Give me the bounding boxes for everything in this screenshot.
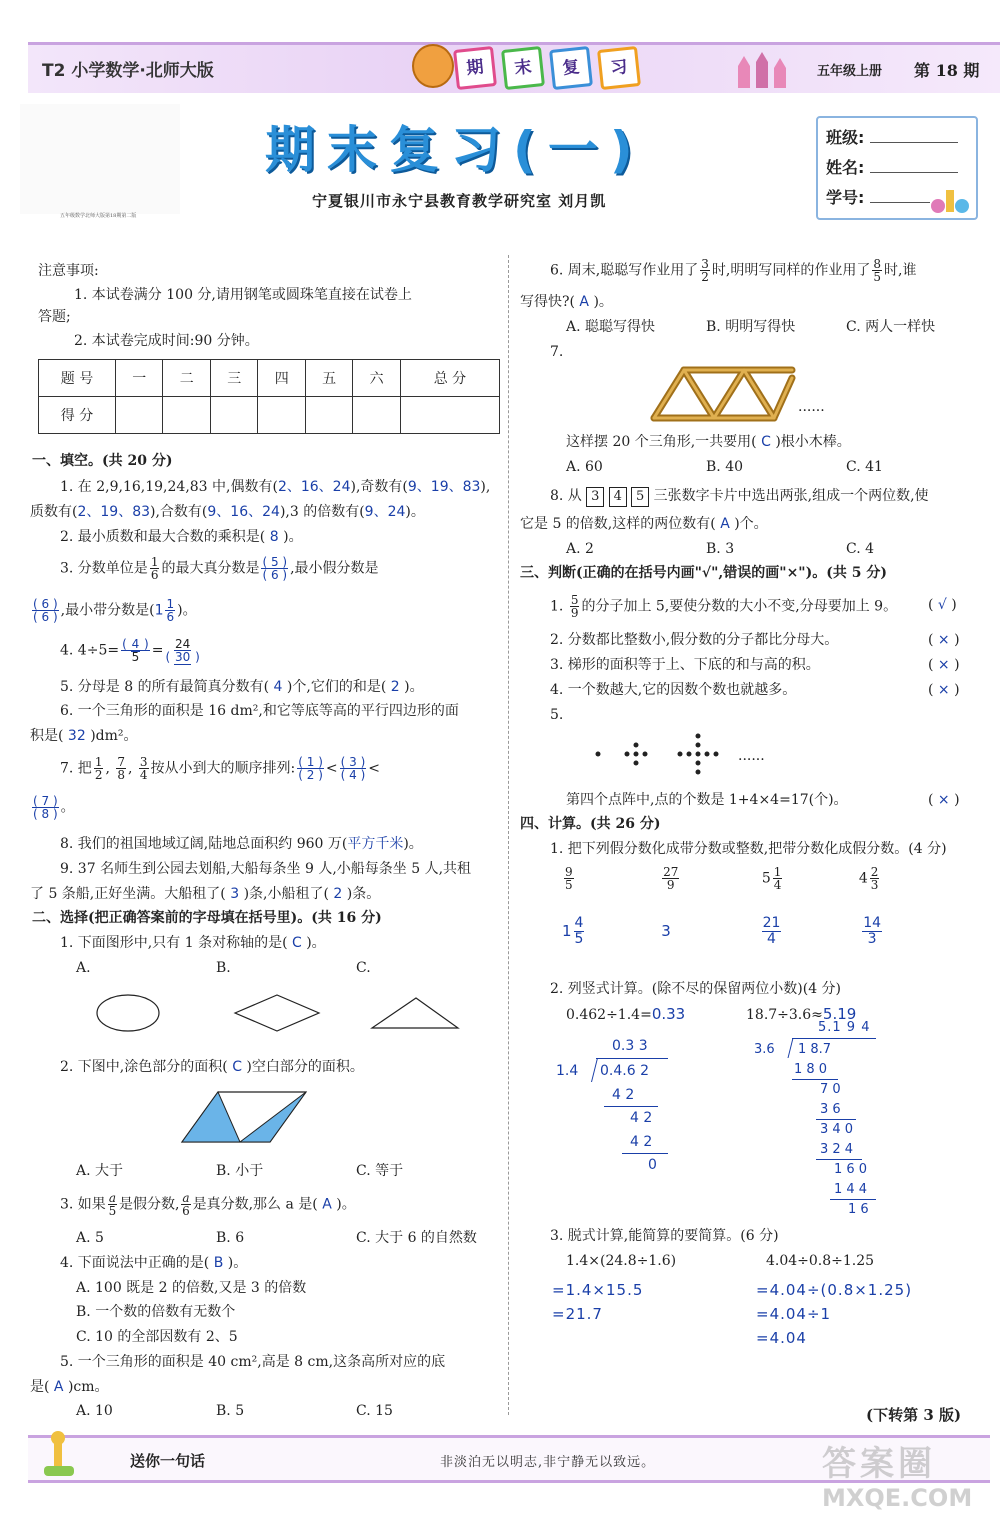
score-row-label: 得 分 [39, 397, 116, 434]
s4-q3-left-step: =1.4×15.5 [552, 1281, 644, 1299]
s2-q6-opt-c: C. 两人一样快 [846, 319, 936, 335]
banner-char: 习 [597, 46, 641, 90]
s4-q3-right-step: =4.04 [756, 1329, 807, 1347]
div2-step: 1 4 4 [834, 1182, 868, 1197]
s4-q1-answers: 1 $\frac{4}{5}$ 3 $\frac{21}{4}$ $\frac{14}{3}$ [562, 915, 882, 947]
watermark-url: MXQE.COM [822, 1484, 973, 1512]
castle-icon [730, 52, 790, 88]
score-cell[interactable] [305, 397, 352, 434]
score-cell[interactable] [400, 397, 499, 434]
s1-q8: 8. 我们的祖国地域辽阔,陆地总面积约 960 万(平方千米)。 [60, 836, 423, 852]
notice-item-1: 1. 本试卷满分 100 分,请用钢笔或圆珠笔直接在试卷上 [74, 287, 412, 303]
s2-q6-opt-a: A. 聪聪写得快 [566, 319, 656, 335]
s1-q6-line2: 积是( 32 )dm²。 [30, 728, 138, 744]
s2-q6-line1: 6. 周末,聪聪写作业用了 $\frac{3}{2}$ 时,明明写同样的作业用了 $\frac{8}{5}$ 时,谁 [550, 257, 917, 284]
s1-q1-line1: 1. 在 2,9,16,19,24,83 中,偶数有(2、16、24),奇数有(9、19、83), [60, 479, 491, 495]
s3-q4: 4. 一个数越大,它的因数个数也就越多。 [550, 682, 797, 698]
motto-label: 送你一句话 [130, 1452, 206, 1470]
s1-q6-line1: 6. 一个三角形的面积是 16 dm²,和它等底等高的平行四边形的面 [60, 703, 459, 719]
s2-q5-opt-b: B. 5 [216, 1403, 245, 1419]
s3-ans-1: ( √ ) [928, 597, 957, 613]
s2-q7-dots: ...... [798, 399, 825, 415]
s1-q1-line2: 质数有(2、19、83),合数有(9、16、24),3 的倍数有(9、24)。 [30, 504, 425, 520]
s3-ans-2: ( × ) [928, 632, 960, 648]
div1-quotient: 0.3 3 [612, 1038, 648, 1054]
giraffe-icon [930, 188, 970, 214]
score-cell[interactable] [163, 397, 210, 434]
banner-char: 末 [501, 46, 545, 90]
div2-bracket [788, 1038, 794, 1058]
div1 [552, 1038, 682, 1178]
div2-step: 1 6 [848, 1202, 869, 1217]
s2-q7-opt-c: C. 41 [846, 459, 883, 475]
corner-small-text: 五年级数学北师大版第18期第二版 [60, 213, 137, 219]
class-line[interactable] [870, 142, 958, 143]
header-tags [455, 48, 647, 88]
s2-q2-opt-a: A. 大于 [76, 1163, 124, 1179]
s3-q1: 1. $\frac{5}{9}$ 的分子加上 5,要使分数的大小不变,分母要加上 9。 [550, 593, 898, 620]
dot-lattice-figure [590, 726, 730, 782]
score-header: 一 [116, 360, 163, 397]
s2-q7-label: 7. [550, 344, 564, 360]
score-cell[interactable] [258, 397, 305, 434]
page-title: 期末复习(一) [265, 121, 645, 179]
div1-line [604, 1106, 658, 1107]
s1-q4: 4. 4÷5= $\frac{( 4 )}{5}$ = $\frac{24}{( 30 )}$ [60, 637, 200, 664]
s4-q1: 1. 把下列假分数化成带分数或整数,把带分数化成假分数。(4 分) [550, 841, 947, 857]
s4-q3-right-step: =4.04÷1 [756, 1305, 832, 1323]
s2-q4-opt-a: A. 100 既是 2 的倍数,又是 3 的倍数 [76, 1280, 307, 1296]
header-left: T2 小学数学·北师大版 [42, 61, 214, 81]
s2-q4-opt-c: C. 10 的全部因数有 2、5 [76, 1329, 238, 1345]
div2-step: 1 8 0 [794, 1062, 828, 1077]
s1-q9-line2: 了 5 条船,正好坐满。大船租了( 3 )条,小船租了( 2 )条。 [30, 886, 381, 902]
id-label: 学号: [826, 188, 865, 207]
s2-q5-opt-c: C. 15 [356, 1403, 393, 1419]
s3-q2: 2. 分数都比整数小,假分数的分子都比分母大。 [550, 632, 839, 648]
s4-q3-right: 4.04÷0.8÷1.25 [766, 1253, 875, 1269]
triangle-shape [372, 998, 458, 1028]
div1-divisor: 1.4 [556, 1063, 579, 1079]
section-4-title: 四、计算。(共 26 分) [520, 816, 661, 832]
s1-q9-line1: 9. 37 名师生到公园去划船,大船每条坐 9 人,小船每条坐 5 人,共租 [60, 861, 472, 877]
watermark-logo: 答案圈 [822, 1444, 936, 1484]
score-cell[interactable] [116, 397, 163, 434]
s4-q3-right-step: =4.04÷(0.8×1.25) [756, 1281, 913, 1299]
div2-line [816, 1119, 856, 1120]
shapes-figure [90, 988, 470, 1038]
column-divider [508, 255, 509, 1415]
s2-q1-opt-b: B. [216, 960, 231, 976]
s2-q6-opt-b: B. 明明写得快 [706, 319, 796, 335]
s2-q1-opt-c: C. [356, 960, 371, 976]
s1-q3-line2: $\frac{( 6 )}{( 6 )}$ ,最小带分数是(1 $\frac{1}{6}$ )。 [33, 597, 197, 624]
s4-q2-left: 0.462÷1.4=0.33 [566, 1005, 686, 1023]
s2-q7-opt-a: A. 60 [566, 459, 603, 475]
s4-q3: 3. 脱式计算,能简算的要简算。(6 分) [550, 1228, 779, 1244]
score-header: 总 分 [400, 360, 499, 397]
div2-divisor: 3.6 [754, 1042, 775, 1057]
notice-item-1-cont: 答题; [38, 309, 71, 325]
banner-char: 期 [453, 46, 497, 90]
s3-q5-dots: ...... [738, 748, 765, 764]
s2-q3-opt-b: B. 6 [216, 1230, 245, 1246]
s2-q4-opt-b: B. 一个数的倍数有无数个 [76, 1304, 236, 1320]
section-2-title: 二、选择(把正确答案前的字母填在括号里)。(共 16 分) [32, 910, 382, 926]
s2-q3: 3. 如果 $\frac{a}{5}$ 是假分数, $\frac{a}{6}$ 是真分数,那么 a 是( A )。 [60, 1191, 356, 1218]
score-header: 二 [163, 360, 210, 397]
giraffe-footer-icon [34, 1430, 84, 1478]
score-header: 三 [210, 360, 257, 397]
section-1-title: 一、填空。(共 20 分) [32, 453, 173, 469]
div1-bracket [591, 1058, 598, 1082]
div2-bar [792, 1038, 876, 1039]
s2-q6-line2: 写得快?( A )。 [520, 294, 613, 310]
ellipse-shape [97, 995, 159, 1031]
banner-char: 复 [549, 46, 593, 90]
s3-ans-5: ( × ) [928, 792, 960, 808]
s3-ans-3: ( × ) [928, 657, 960, 673]
s2-q2-opt-c: C. 等于 [356, 1163, 404, 1179]
s2-q7-opt-b: B. 40 [706, 459, 744, 475]
s2-q5-opt-a: A. 10 [76, 1403, 113, 1419]
rhombus-shape [235, 995, 319, 1031]
div1-bar [596, 1058, 668, 1059]
s2-q8-line2: 它是 5 的倍数,这样的两位数有( A )个。 [520, 516, 768, 532]
div1-step: 4 2 [612, 1087, 635, 1103]
div2-step: 3 2 4 [820, 1142, 854, 1157]
s3-q3: 3. 梯形的面积等于上、下底的和与高的积。 [550, 657, 820, 673]
notice-item-2: 2. 本试卷完成时间:90 分钟。 [74, 333, 259, 349]
parallelogram-figure [178, 1088, 310, 1146]
s1-q7-line1: 7. 把 $\frac{1}{2}$ , $\frac{7}{8}$ , $\frac{3}{4}$ 按从小到大的顺序排列: $\frac{( 1 )}{( 2 )}$ < $\frac{( 3 )}{( 4 )}$ < [60, 755, 381, 782]
s4-q3-left: 1.4×(24.8÷1.6) [566, 1253, 677, 1269]
s4-q2: 2. 列竖式计算。(除不尽的保留两位小数)(4 分) [550, 981, 842, 997]
section-3-title: 三、判断(正确的在括号内画"√",错误的画"×")。(共 5 分) [520, 565, 887, 581]
div2-quotient: 5.1 9 4 [818, 1020, 871, 1035]
class-label: 班级: [826, 128, 865, 147]
s4-q1-items: $\frac{9}{5}$ $\frac{27}{9}$ 5 $\frac{1}{4}$ 4 $\frac{2}{3}$ [565, 865, 879, 892]
s1-q2: 2. 最小质数和最大合数的乘积是( 8 )。 [60, 529, 303, 545]
div2-dividend: 1 8.7 [798, 1042, 832, 1057]
s3-ans-4: ( × ) [928, 682, 960, 698]
s2-q2: 2. 下图中,涂色部分的面积( C )空白部分的面积。 [60, 1059, 364, 1075]
s3-q5: 5. [550, 707, 564, 723]
s2-q8-opt-b: B. 3 [706, 541, 735, 557]
mascot-icon [412, 44, 454, 88]
div2-step: 1 6 0 [834, 1162, 868, 1177]
author: 宁夏银川市永宁县教育教学研究室 刘月凯 [312, 192, 607, 210]
motto: 非淡泊无以明志,非宁静无以致远。 [440, 1455, 656, 1470]
div2-step: 7 0 [820, 1082, 841, 1097]
s1-q5: 5. 分母是 8 的所有最简真分数有( 4 )个,它们的和是( 2 )。 [60, 679, 424, 695]
notice-title: 注意事项: [38, 263, 99, 279]
div2 [752, 1020, 892, 1220]
s2-q8-line1: 8. 从 3 4 5 三张数字卡片中选出两张,组成一个两位数,使 [550, 487, 929, 507]
div2-line [792, 1079, 838, 1080]
div2-step: 3 4 0 [820, 1122, 854, 1137]
score-cell[interactable] [210, 397, 257, 434]
score-header: 五 [305, 360, 352, 397]
s2-q8-opt-a: A. 2 [566, 541, 594, 557]
s2-q5-line2: 是( A )cm。 [30, 1379, 109, 1395]
header-grade: 五年级上册 [817, 64, 883, 79]
score-cell[interactable] [353, 397, 400, 434]
sticks-figure [648, 364, 798, 424]
s2-q4: 4. 下面说法中正确的是( B )。 [60, 1255, 248, 1271]
s2-q3-opt-a: A. 5 [76, 1230, 104, 1246]
s2-q8-opt-c: C. 4 [846, 541, 875, 557]
div1-line [622, 1153, 668, 1154]
name-line[interactable] [870, 172, 958, 173]
div1-dividend: 0.4.6 2 [600, 1063, 649, 1079]
div1-step: 0 [648, 1157, 657, 1173]
s2-q1-opt-a: A. [76, 960, 91, 976]
score-header: 六 [353, 360, 400, 397]
div2-line [830, 1199, 876, 1200]
s2-q1: 1. 下面图形中,只有 1 条对称轴的是( C )。 [60, 935, 326, 951]
s1-q3-line1: 3. 分数单位是 $\frac{1}{6}$ 的最大真分数是 $\frac{( 5 )}{( 6 )}$ ,最小假分数是 [60, 555, 379, 582]
div2-line [816, 1159, 862, 1160]
s2-q3-opt-c: C. 大于 6 的自然数 [356, 1230, 477, 1246]
s1-q7-line2: $\frac{( 7 )}{( 8 )}$ 。 [33, 794, 75, 821]
name-label: 姓名: [826, 158, 865, 177]
div1-step: 4 2 [630, 1134, 653, 1150]
div1-step: 4 2 [630, 1110, 653, 1126]
div2-step: 3 6 [820, 1102, 841, 1117]
score-header: 四 [258, 360, 305, 397]
score-table [38, 359, 500, 434]
corner-box [20, 104, 180, 214]
s3-q5-text: 第四个点阵中,点的个数是 1+4×4=17(个)。 [566, 792, 848, 808]
s2-q2-opt-b: B. 小于 [216, 1163, 264, 1179]
s4-q3-left-step: =21.7 [552, 1305, 603, 1323]
id-line[interactable] [870, 202, 930, 203]
s2-q5-line1: 5. 一个三角形的面积是 40 cm²,高是 8 cm,这条高所对应的底 [60, 1354, 446, 1370]
header-issue: 第 18 期 [914, 61, 980, 80]
score-header: 题 号 [39, 360, 116, 397]
s2-q7-text: 这样摆 20 个三角形,一共要用( C )根小木棒。 [566, 434, 851, 450]
continue-note: (下转第 3 版) [866, 1406, 962, 1424]
s4-q2-right: 18.7÷3.6≈5.19 [746, 1005, 857, 1023]
